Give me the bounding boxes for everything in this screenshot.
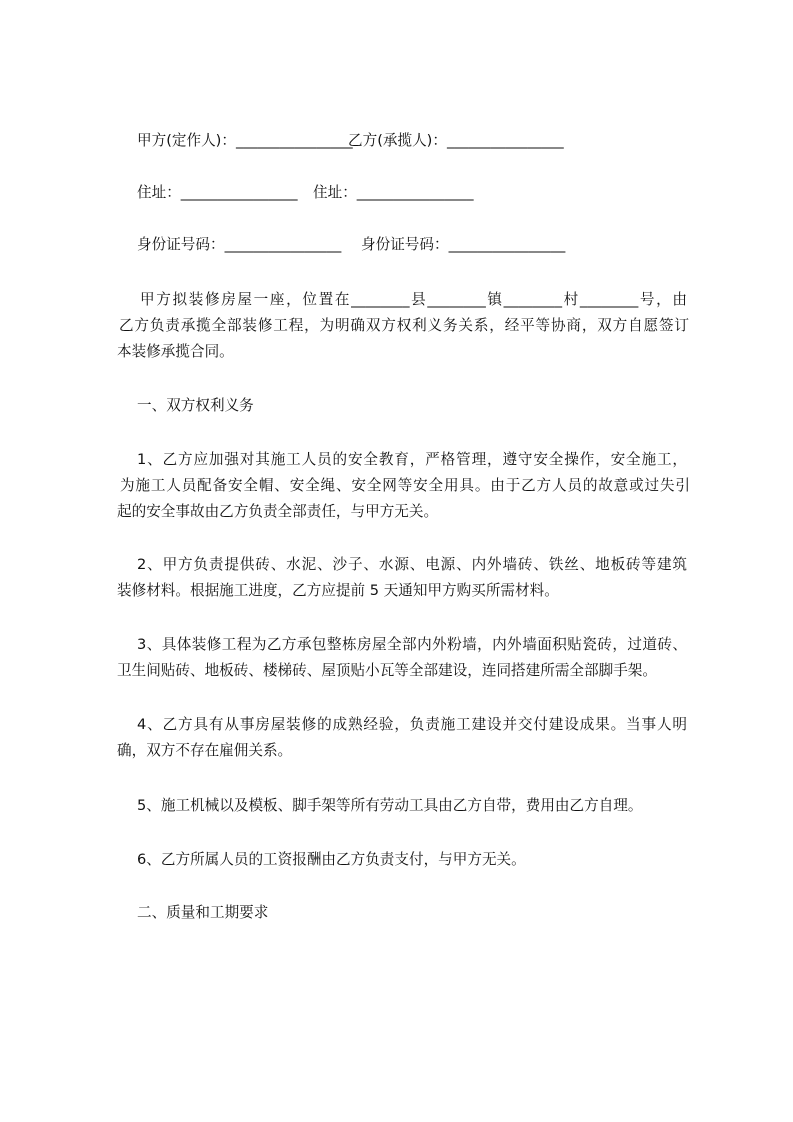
clause-3-line: 卫生间贴砖、地板砖、楼梯砖、屋顶贴小瓦等全部建设，连同搭建所需全部脚手架。: [117, 662, 657, 679]
intro-line: 乙方负责承揽全部装修工程，为明确双方权利义务关系，经平等协商，双方自愿签订: [119, 317, 689, 334]
party-a-field: 甲方(定作人)：________________: [137, 132, 353, 149]
intro-line: 甲方拟装修房屋一座，位置在________县________镇________村________号，由: [140, 291, 687, 308]
clause-2-line: 装修材料。根据施工进度，乙方应提前 5 天通知甲方购买所需材料。: [117, 582, 559, 599]
clause-2-line: 2、甲方负责提供砖、水泥、沙子、水源、电源、内外墙砖、铁丝、地板砖等建筑: [137, 556, 687, 573]
id-b-field: 身份证号码：________________: [361, 236, 566, 253]
clause-1-line: 1、乙方应加强对其施工人员的安全教育，严格管理，遵守安全操作，安全施工，: [137, 451, 687, 468]
clause-1-line: 为施工人员配备安全帽、安全绳、安全网等安全用具。由于乙方人员的故意或过失引: [120, 477, 690, 494]
intro-line: 本装修承揽合同。: [117, 343, 234, 360]
id-a-field: 身份证号码：________________: [137, 236, 342, 253]
clause-4-line: 4、乙方具有从事房屋装修的成熟经验，负责施工建设并交付建设成果。当事人明: [137, 716, 687, 733]
clause-6-line: 6、乙方所属人员的工资报酬由乙方负责支付，与甲方无关。: [137, 851, 526, 868]
clause-5-line: 5、施工机械以及模板、脚手架等所有劳动工具由乙方自带，费用由乙方自理。: [137, 797, 643, 814]
party-b-field: 乙方(承揽人)：________________: [348, 132, 564, 149]
address-b-field: 住址：________________: [313, 184, 474, 201]
section-2-title: 二、质量和工期要求: [137, 904, 269, 921]
clause-4-line: 确，双方不存在雇佣关系。: [117, 742, 293, 759]
clause-1-line: 起的安全事故由乙方负责全部责任，与甲方无关。: [117, 503, 439, 520]
section-1-title: 一、双方权利义务: [137, 397, 254, 414]
clause-3-line: 3、具体装修工程为乙方承包整栋房屋全部内外粉墙，内外墙面积贴瓷砖，过道砖、: [137, 636, 687, 653]
address-a-field: 住址：________________: [137, 184, 298, 201]
